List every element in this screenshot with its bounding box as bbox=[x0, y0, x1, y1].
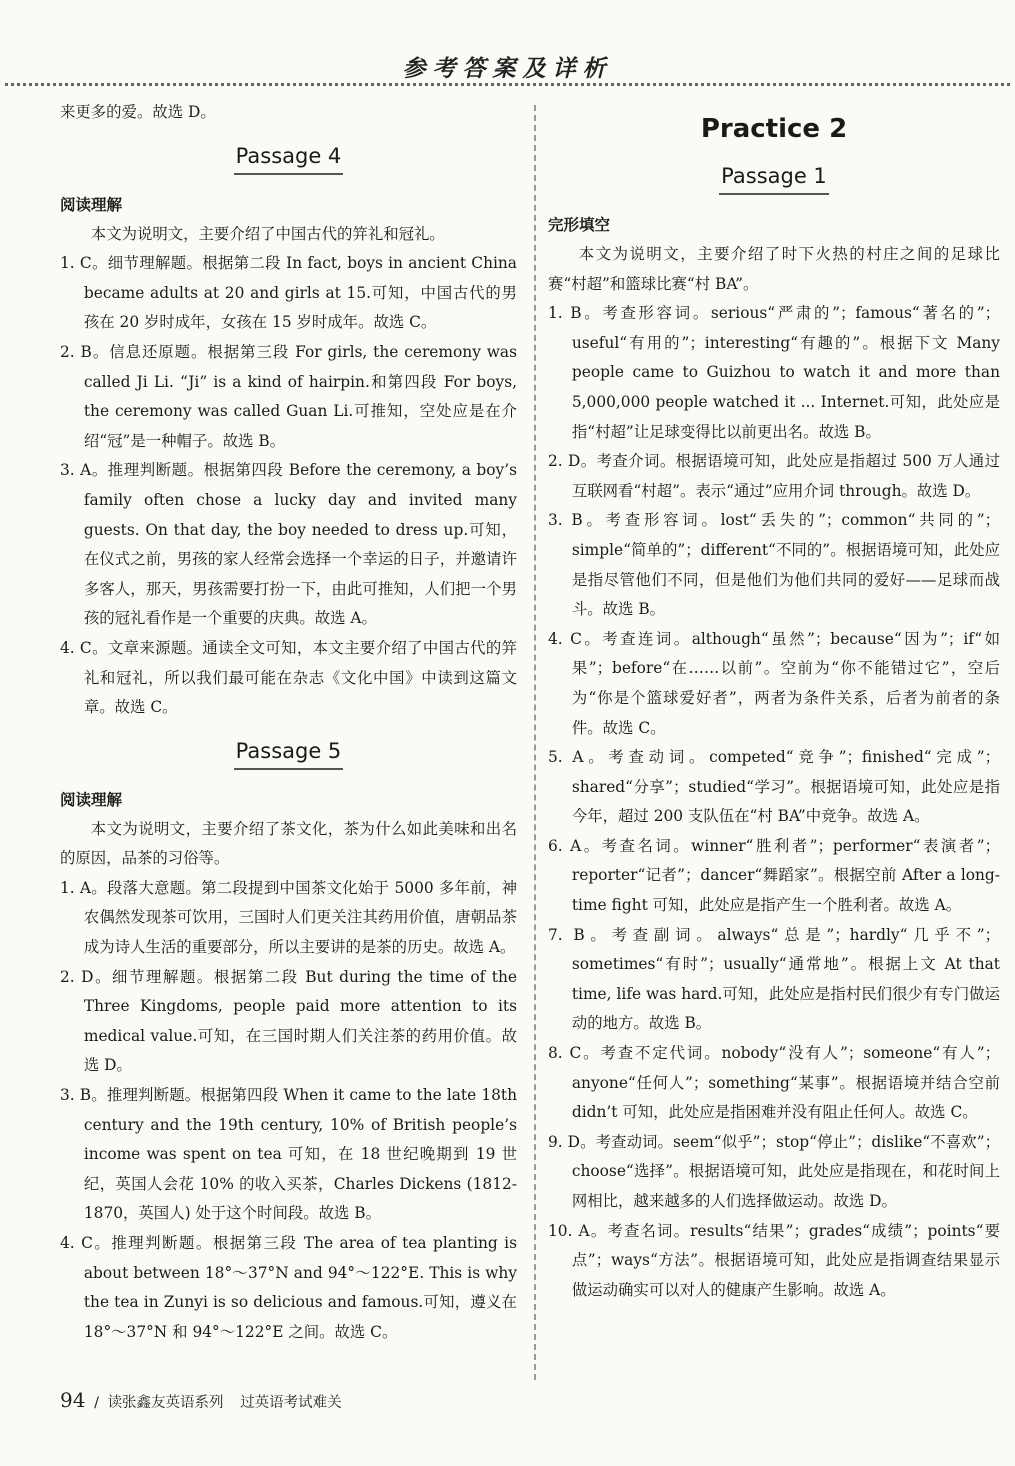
footer-series: 读张鑫友英语系列 bbox=[107, 1395, 224, 1411]
passage-5-section-heading: 阅读理解 bbox=[60, 790, 123, 809]
passage-5-intro: 本文为说明文，主要介绍了茶文化，茶为什么如此美味和出名的原因，品茶的习俗等。 bbox=[60, 819, 517, 868]
left-column bbox=[60, 98, 517, 1347]
answer-item: 3. B。推理判断题。根据第四段 When it came to the late 18th century and the 19th century, 10% of British people’s income was spent on tea 可知，在 18 世纪晚期到 19 世纪，英国人会花 10% 的收入买茶，Charles Dickens (1812-1870，英国人) 处于这个时间段。故选 B。 bbox=[60, 1086, 517, 1223]
right-column bbox=[548, 98, 1000, 1305]
answer-item: 2. D。细节理解题。根据第二段 But during the time of the Three Kingdoms, people paid more attention to its medical value.可知，在三国时期人们关注茶的药用价值。故选 D。 bbox=[60, 967, 517, 1075]
answer-item: 3. B。考查形容词。lost“丢失的”；common“共同的”；simple“简单的”；different“不同的”。根据语境可知，此处应是指尽管他们不同，但是他们为他们共同的爱好——足球而战斗。故选 B。 bbox=[548, 511, 1000, 619]
answer-item: 4. C。推理判断题。根据第三段 The area of tea planting is about between 18°～37°N and 94°～122°E. This is why the tea in Zunyi is so delicious and famous.可知，遵义在 18°～37°N 和 94°～122°E 之间。故选 C。 bbox=[60, 1234, 517, 1341]
answer-item: 2. B。信息还原题。根据第三段 For girls, the ceremony was called Ji Li. “Ji” is a kind of hairpin.和第四段 For boys, the ceremony was called Guan Li.可推知，空处应是在介绍“冠”是一种帽子。故选 B。 bbox=[60, 342, 517, 450]
footer-separator: / bbox=[94, 1395, 99, 1411]
answer-item: 5. A。考查动词。competed“竞争”；finished“完成”；shared“分享”；studied“学习”。根据语境可知，此处应是指今年，超过 200 支队伍在“村 BA”中竞争。故选 A。 bbox=[548, 748, 1000, 826]
answer-item: 1. A。段落大意题。第二段提到中国茶文化始于 5000 多年前，神农偶然发现茶可饮用，三国时人们更关注其药用价值，唐朝品茶成为诗人生活的重要部分，所以主要讲的是茶的历史。故选 A。 bbox=[60, 878, 517, 957]
answer-item: 4. C。文章来源题。通读全文可知，本文主要介绍了中国古代的笄礼和冠礼，所以我们最可能在杂志《文化中国》中读到这篇文章。故选 C。 bbox=[60, 638, 517, 717]
answer-item: 9. D。考查动词。seem“似乎”；stop“停止”；dislike“不喜欢”；choose“选择”。根据语境可知，此处应是指现在，和花时间上网相比，越来越多的人们选择做运动。故选 D。 bbox=[548, 1132, 1000, 1210]
passage-1-intro: 本文为说明文，主要介绍了时下火热的村庄之间的足球比赛“村超”和篮球比赛“村 BA”。 bbox=[548, 245, 1000, 293]
answer-item: 1. B。考查形容词。serious“严肃的”；famous“著名的”；useful“有用的”；interesting“有趣的”。根据下文 Many people came to Guizhou to watch it and more than 5,000,000 people watched it ... Internet.可知，此处应是指“村超”让足球变得比以前更出名。故选 B。 bbox=[548, 304, 1000, 441]
header-divider bbox=[5, 83, 1010, 86]
page-header bbox=[0, 0, 1015, 100]
answer-item: 4. C。考查连词。although“虽然”；because“因为”；if“如果”；before“在……以前”。空前为“你不能错过它”，空后为“你是个篮球爱好者”，两者为条件关系，后者为前者的条件。故选 C。 bbox=[548, 629, 1000, 737]
answer-item: 8. C。考查不定代词。nobody“没有人”；someone“有人”；anyone“任何人”；something“某事”。根据语境并结合空前 didn’t 可知，此处应是指困难并没有阻止任何人。故选 C。 bbox=[548, 1044, 1000, 1122]
answer-item: 2. D。考查介词。根据语境可知，此处应是指超过 500 万人通过互联网看“村超”。表示“通过”应用介词 through。故选 D。 bbox=[548, 452, 1000, 500]
answer-item: 7. B。考查副词。always“总是”；hardly“几乎不”；sometimes“有时”；usually“通常地”。根据上文 At that time, life was hard.可知，此处应是指村民们很少有专门做运动的地方。故选 B。 bbox=[548, 925, 1000, 1033]
page-footer bbox=[60, 1388, 342, 1412]
footer-subtitle: 过英语考试难关 bbox=[240, 1395, 342, 1411]
passage-4-section-heading: 阅读理解 bbox=[60, 195, 123, 214]
answer-item: 10. A。考查名词。results“结果”；grades“成绩”；points“要点”；ways“方法”。根据语境可知，此处应是指调查结果显示做运动确实可以对人的健康产生影响。故选 A。 bbox=[548, 1221, 1000, 1299]
answer-item: 1. C。细节理解题。根据第二段 In fact, boys in ancient China became adults at 20 and girls at 15.可知，中国古代的男孩在 20 岁时成年，女孩在 15 岁时成年。故选 C。 bbox=[60, 254, 517, 332]
passage-4-intro: 本文为说明文，主要介绍了中国古代的笄礼和冠礼。 bbox=[90, 224, 445, 243]
practice-title: Practice 2 bbox=[700, 114, 848, 144]
continuation-text: 来更多的爱。故选 D。 bbox=[60, 103, 216, 121]
column-divider bbox=[534, 105, 536, 1380]
passage-5-title: Passage 5 bbox=[60, 735, 517, 770]
header-title: 参考答案及详析 bbox=[402, 56, 613, 82]
passage-1-section-heading: 完形填空 bbox=[548, 216, 611, 234]
answer-item: 3. A。推理判断题。根据第四段 Before the ceremony, a boy’s family often chose a lucky day and invited many guests. On that day, the boy needed to dress up.可知，在仪式之前，男孩的家人经常会选择一个幸运的日子，并邀请许多客人，那天，男孩需要打扮一下，由此可推知，人们把一个男孩的冠礼看作是一个重要的庆典。故选 A。 bbox=[60, 461, 517, 628]
passage-1-title: Passage 1 bbox=[548, 160, 1000, 195]
passage-4-title: Passage 4 bbox=[60, 140, 517, 175]
answer-item: 6. A。考查名词。winner“胜利者”；performer“表演者”；reporter“记者”；dancer“舞蹈家”。根据空前 After a long-time fight 可知，此处应是指产生一个胜利者。故选 A。 bbox=[548, 836, 1000, 915]
page-number: 94 bbox=[60, 1388, 86, 1412]
